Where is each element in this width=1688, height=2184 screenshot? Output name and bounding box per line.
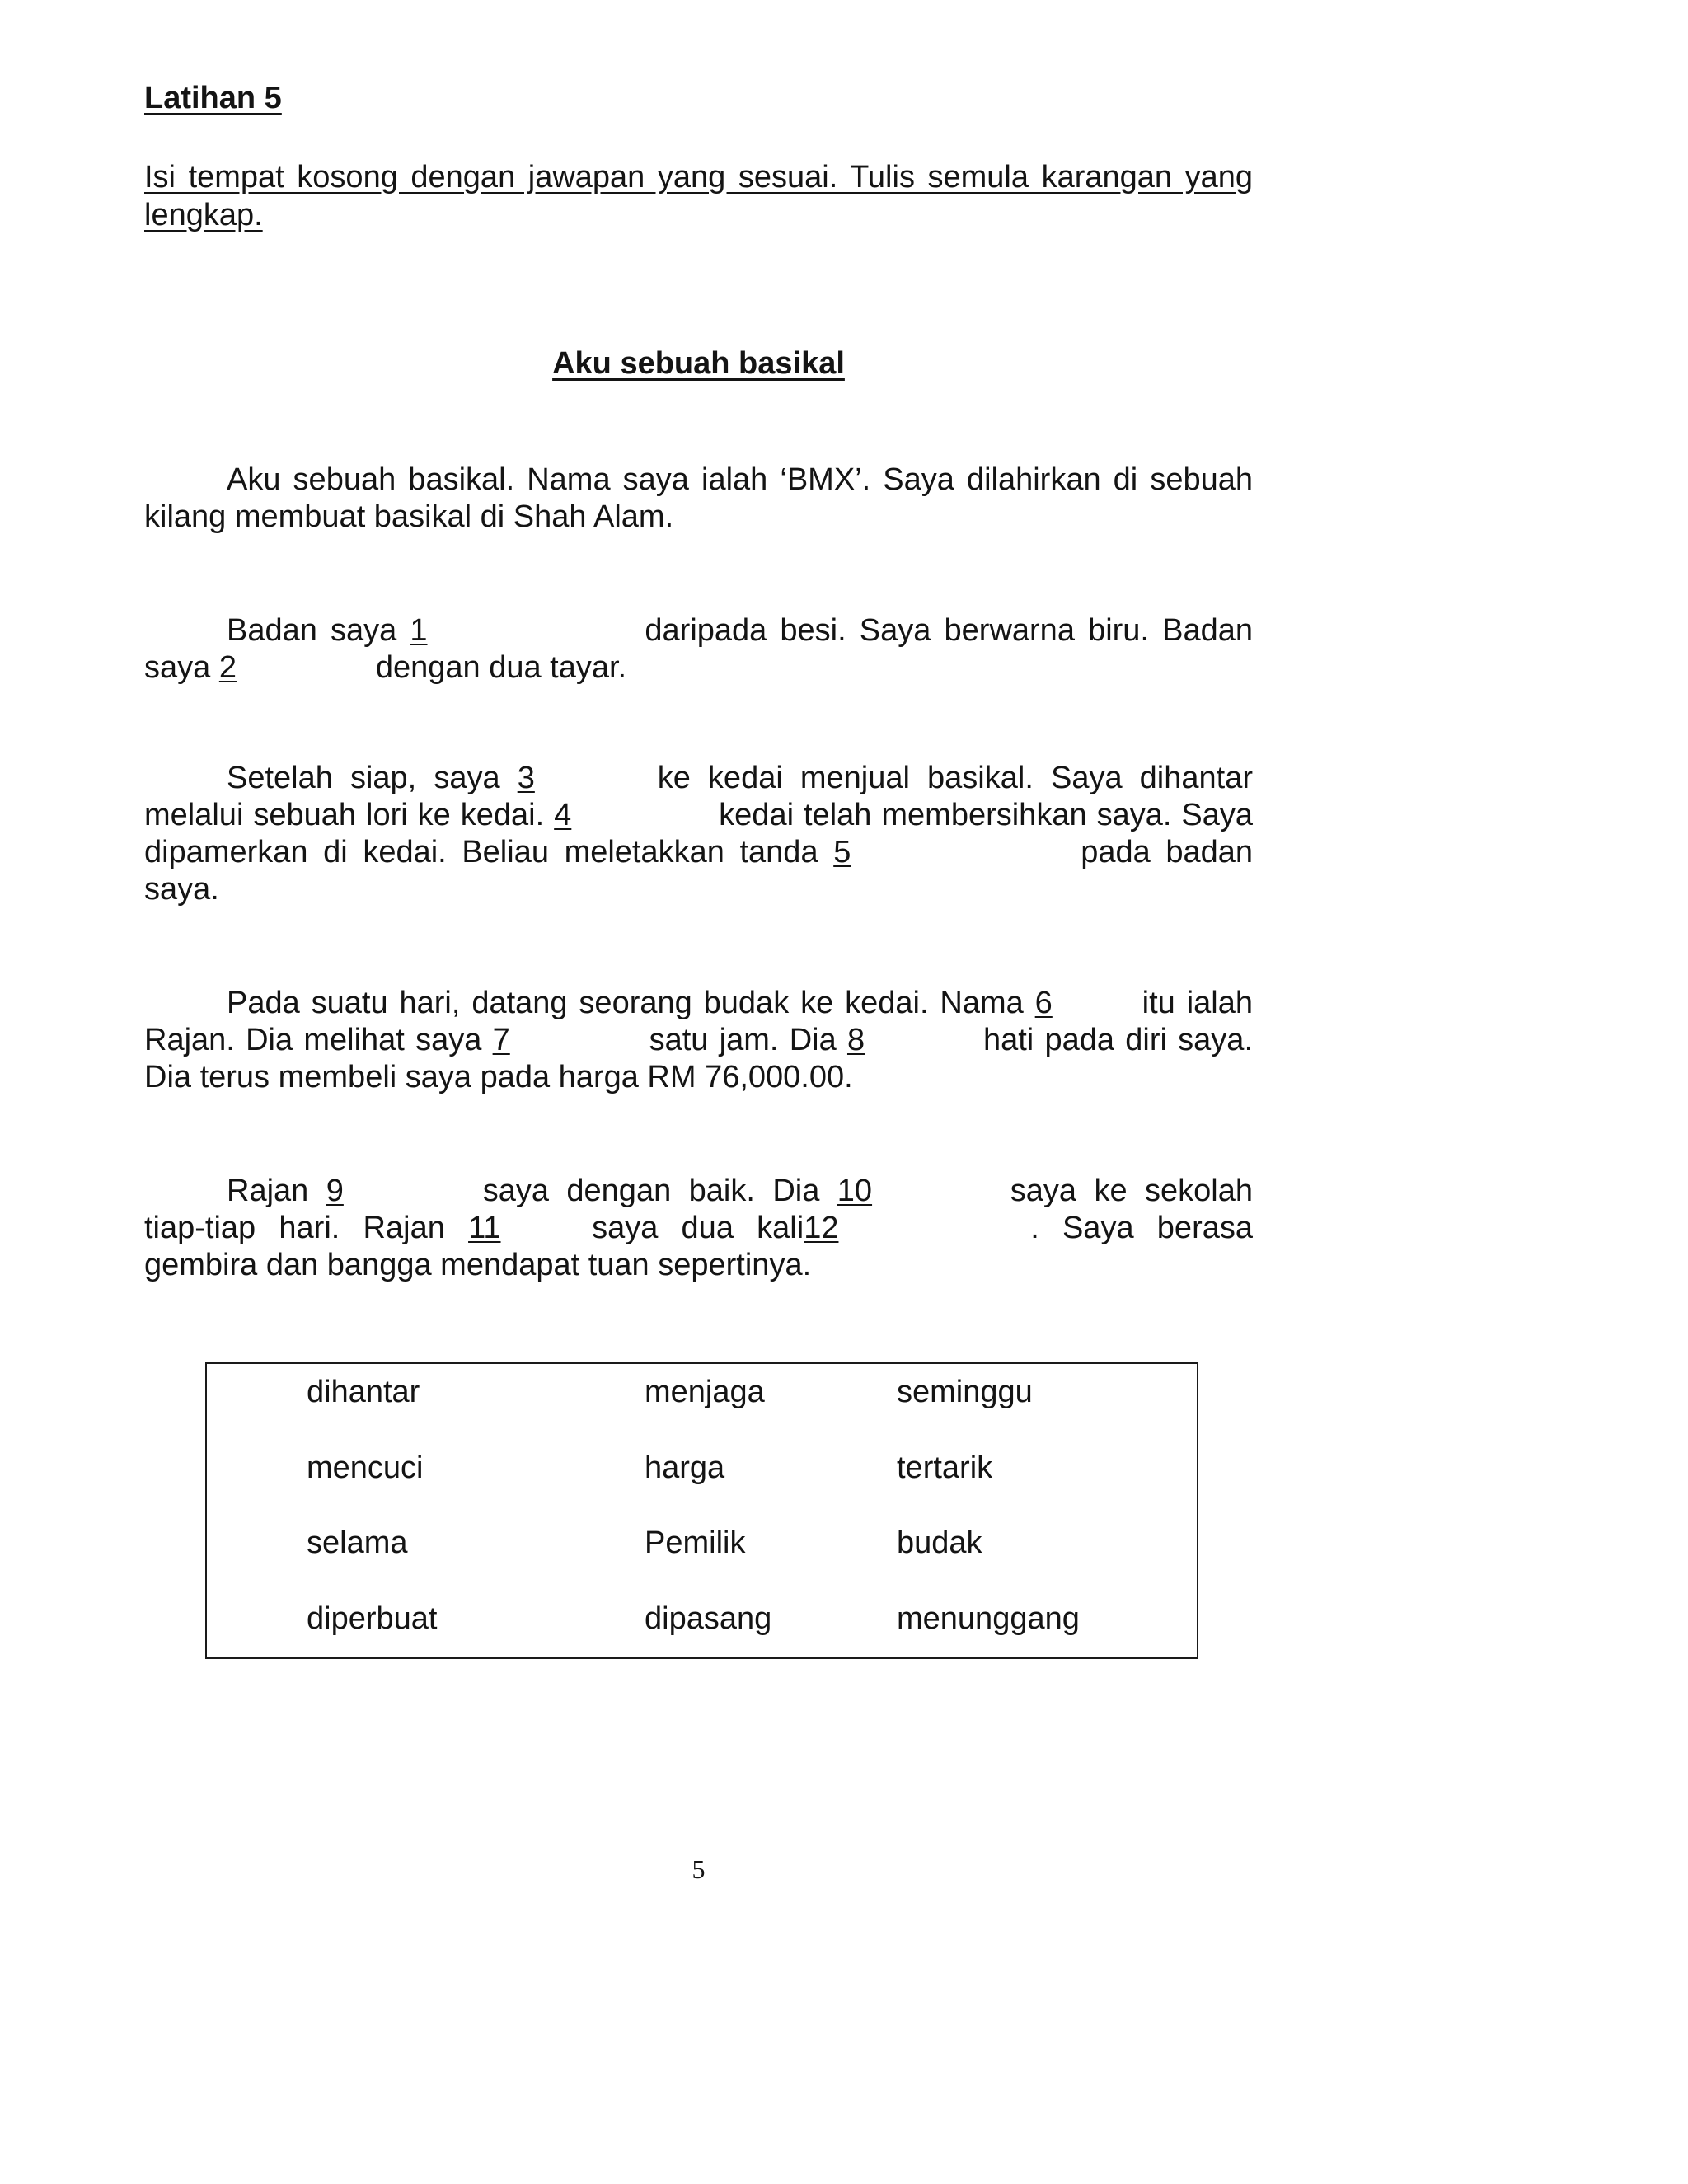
p3-text-c: kedai telah membersihkan saya. Saya dipamerkan di kedai. Beliau meletakkan tanda bbox=[144, 798, 1253, 869]
p4-text-a: Pada suatu hari, datang seorang budak ke kedai. Nama bbox=[227, 986, 1035, 1020]
blank-9[interactable]: 9 bbox=[326, 1174, 344, 1208]
word-bank-box bbox=[205, 1362, 1198, 1659]
paragraph-5 bbox=[144, 1173, 1253, 1284]
paragraph-1-text: Aku sebuah basikal. Nama saya ialah ‘BMX’. Saya dilahirkan di sebuah kilang membuat basikal di Shah Alam. bbox=[144, 462, 1253, 534]
word-bank-item: dihantar bbox=[307, 1375, 420, 1409]
p5-text-c: saya ke sekolah tiap-tiap hari. Rajan bbox=[144, 1174, 1254, 1245]
paragraph-4 bbox=[144, 985, 1253, 1096]
word-bank-item: diperbuat bbox=[307, 1601, 438, 1636]
word-bank-item: dipasang bbox=[645, 1601, 772, 1636]
word-bank-item: harga bbox=[645, 1451, 725, 1485]
p4-text-c: satu jam. Dia bbox=[649, 1023, 847, 1057]
paragraph-3 bbox=[144, 760, 1253, 908]
word-bank-item: menunggang bbox=[897, 1601, 1080, 1636]
exercise-heading: Latihan 5 bbox=[144, 81, 282, 115]
blank-4[interactable]: 4 bbox=[554, 798, 572, 832]
word-bank-item: Pemilik bbox=[645, 1526, 746, 1560]
blank-5[interactable]: 5 bbox=[833, 835, 851, 869]
word-bank-item: seminggu bbox=[897, 1375, 1033, 1409]
p4-text-d: hati pada diri saya. Dia terus membeli saya pada harga RM 76,000.00. bbox=[144, 1023, 1253, 1094]
blank-10[interactable]: 10 bbox=[837, 1174, 873, 1208]
blank-3[interactable]: 3 bbox=[517, 761, 535, 795]
paragraph-1 bbox=[144, 462, 1253, 536]
blank-6[interactable]: 6 bbox=[1034, 986, 1053, 1020]
p2-text-a: Badan saya bbox=[227, 613, 410, 648]
p5-text-b: saya dengan baik. Dia bbox=[482, 1174, 837, 1208]
p4-text-b: itu ialah Rajan. Dia melihat saya bbox=[144, 986, 1253, 1057]
page-number: 5 bbox=[692, 1854, 706, 1884]
p3-text-b: ke kedai menjual basikal. Saya dihantar melalui sebuah lori ke kedai. bbox=[144, 761, 1253, 832]
word-bank-item: menjaga bbox=[645, 1375, 765, 1409]
blank-1[interactable]: 1 bbox=[410, 613, 428, 648]
p2-text-b: daripada besi. Saya berwarna biru. Badan saya bbox=[144, 613, 1253, 685]
blank-2[interactable]: 2 bbox=[218, 650, 237, 685]
p3-text-d: pada badan saya. bbox=[144, 835, 1253, 907]
paragraph-2 bbox=[144, 612, 1253, 687]
blank-11[interactable]: 11 bbox=[468, 1211, 501, 1245]
blank-7[interactable]: 7 bbox=[492, 1023, 510, 1057]
p5-text-d: saya dua kali bbox=[592, 1211, 804, 1245]
p2-text-c: dengan dua tayar. bbox=[375, 650, 627, 685]
p5-text-e: . Saya berasa gembira dan bangga mendapat tuan sepertinya. bbox=[144, 1211, 1253, 1282]
essay-title: Aku sebuah basikal bbox=[552, 346, 845, 381]
instruction-text: Isi tempat kosong dengan jawapan yang sesuai. Tulis semula karangan yang lengkap. bbox=[144, 160, 1253, 232]
p3-text-a: Setelah siap, saya bbox=[227, 761, 518, 795]
word-bank-item: budak bbox=[897, 1526, 982, 1560]
p5-text-a: Rajan bbox=[227, 1174, 326, 1208]
word-bank-item: mencuci bbox=[307, 1451, 424, 1485]
blank-12[interactable]: 12 bbox=[804, 1211, 839, 1245]
word-bank-item: tertarik bbox=[897, 1451, 993, 1485]
blank-8[interactable]: 8 bbox=[846, 1023, 865, 1057]
word-bank-item: selama bbox=[307, 1526, 408, 1560]
